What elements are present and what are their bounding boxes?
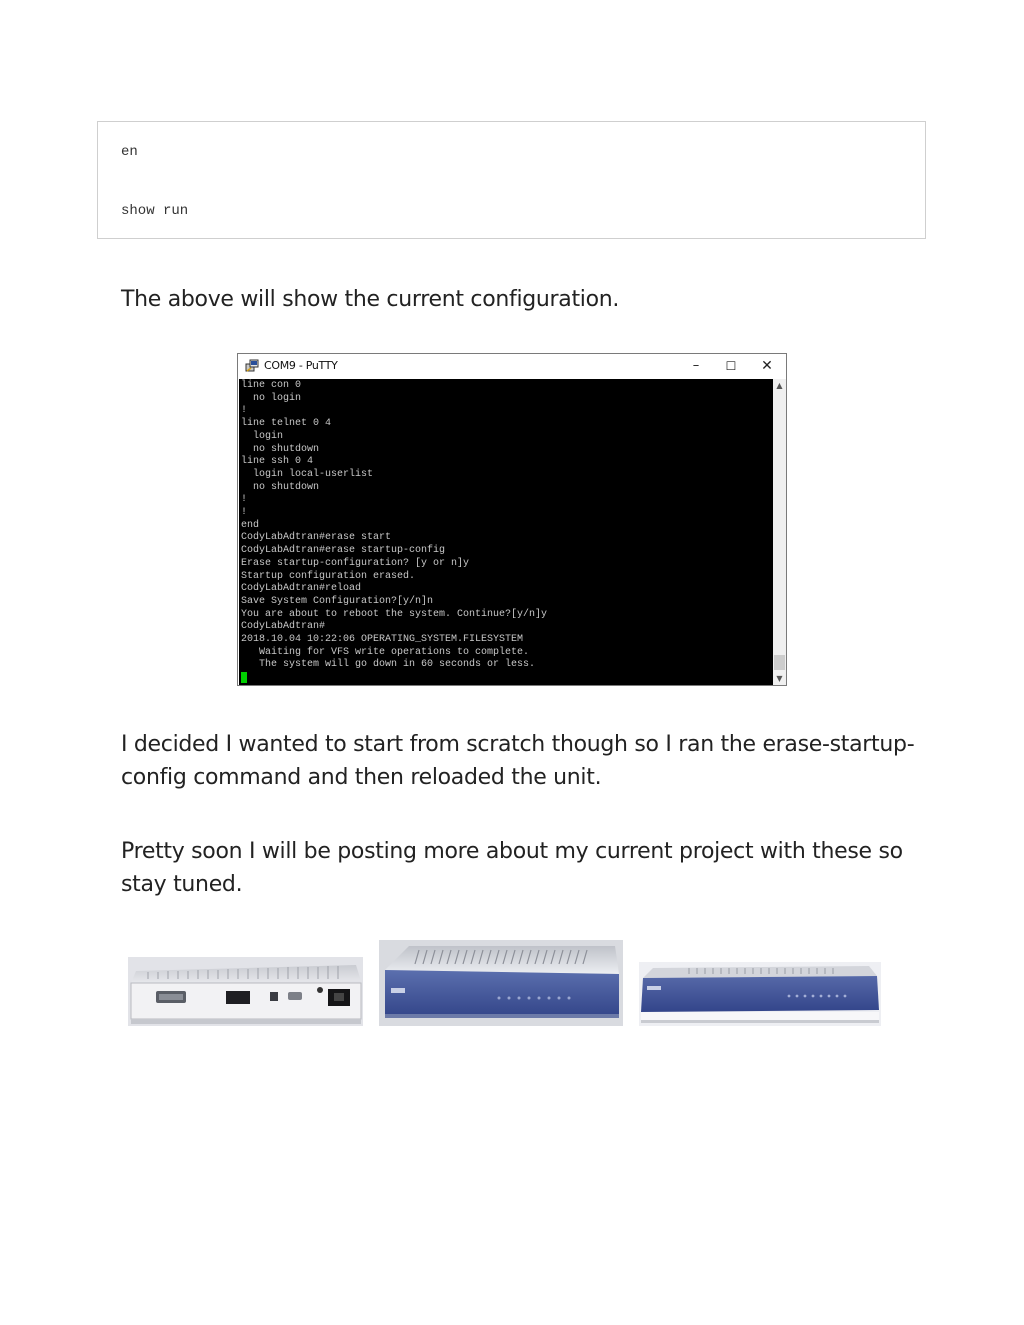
paragraph-stay-tuned: Pretty soon I will be posting more about my current project with these so stay tuned. [121, 839, 903, 897]
scroll-thumb[interactable] [774, 655, 785, 670]
close-button[interactable]: ✕ [761, 358, 773, 374]
paragraph-erase-config: I decided I wanted to start from scratch though so I ran the erase-startup-config command and then reloaded the unit. [121, 732, 915, 790]
terminal-cursor [241, 672, 247, 683]
code-line: en [121, 144, 138, 160]
window-title: COM9 - PuTTY [264, 359, 338, 372]
code-line: show run [121, 203, 189, 219]
router-angled-photo [379, 940, 623, 1026]
code-block [97, 121, 926, 239]
scroll-up-arrow-icon[interactable]: ▲ [776, 381, 783, 390]
router-front-image [639, 962, 881, 1026]
minimize-button[interactable]: – [692, 358, 700, 373]
terminal-area[interactable] [239, 379, 773, 685]
scroll-down-arrow-icon[interactable]: ▼ [776, 674, 783, 683]
maximize-button[interactable]: ☐ [725, 359, 737, 373]
putty-window-screenshot [237, 353, 787, 686]
putty-app-icon [245, 359, 259, 373]
router-angled-image [379, 940, 623, 1026]
terminal-output: line con 0 no login ! line telnet 0 4 login no shutdown line ssh 0 4 login local-userlist no shutdown ! ! end CodyLabAdtran#erase start CodyLabAdtran#erase startup-config Erase startup-configuration? [y or n]y Startup configuration erased. CodyLabAdtran#reload Save System Configuration?[y/n]n You are about to reboot the system. Continue?[y/n]y CodyLabAdtran# 2018.10.04 10:22:06 OPERATING_SYSTEM.FILESYSTEM Waiting for VFS write operations to complete. The system will go down in 60 seconds or less. [241, 380, 548, 671]
router-rear-image [128, 957, 363, 1026]
router-front-photo [639, 962, 881, 1026]
router-rear-photo [128, 957, 363, 1026]
putty-titlebar [238, 354, 786, 379]
paragraph-show-config: The above will show the current configuration. [121, 287, 620, 312]
terminal-scrollbar[interactable] [773, 379, 786, 685]
